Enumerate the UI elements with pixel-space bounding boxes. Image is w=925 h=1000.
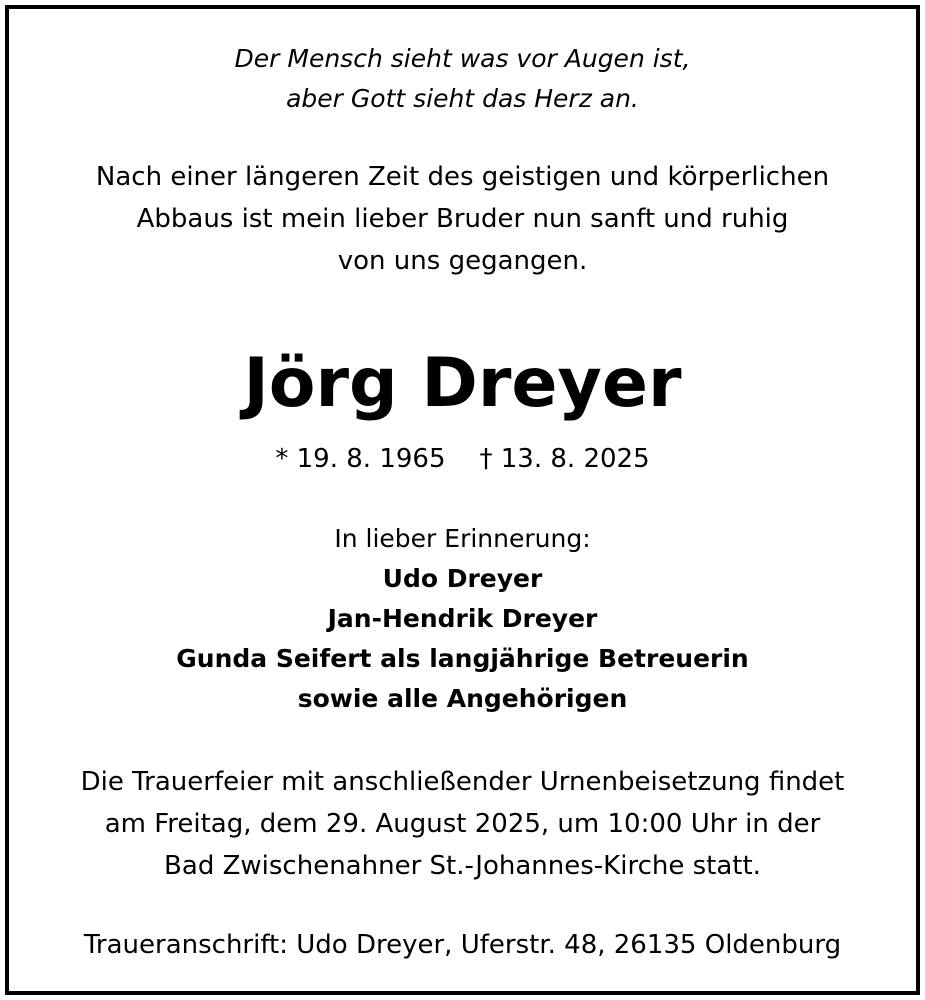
mourner-name: sowie alle Angehörigen [297,684,628,713]
deceased-name-text: Jörg Dreyer [243,344,682,423]
mourning-address [9,923,916,967]
deceased-name [9,334,916,434]
ceremony-line: Bad Zwischenahner St.-Johannes-Kirche statt. [164,851,761,881]
mourner-name: Jan-Hendrik Dreyer [327,604,598,633]
life-dates [9,437,916,481]
ceremony-line: Die Trauerfeier mit anschließender Urnenbeisetzung findet [80,767,845,797]
death-date: † 13. 8. 2025 [479,444,650,474]
mourner-name: Gunda Seifert als langjährige Betreuerin [176,644,749,673]
address-text: Traueranschrift: Udo Dreyer, Uferstr. 48, 26135 Oldenburg [83,930,842,960]
intro-line: Abbaus ist mein lieber Bruder nun sanft und ruhig [136,204,789,234]
quote-line: aber Gott sieht das Herz an. [286,84,639,113]
birth-date: * 19. 8. 1965 [275,444,446,474]
intro-line: von uns gegangen. [337,246,588,276]
bible-quote [9,39,916,119]
ceremony-info [9,761,916,887]
intro-text [9,156,916,282]
mourner-name: Udo Dreyer [382,564,543,593]
mourners-heading: In lieber Erinnerung: [334,524,591,553]
mourners-list [9,519,916,719]
obituary-notice [5,5,920,995]
quote-line: Der Mensch sieht was vor Augen ist, [234,44,691,73]
ceremony-line: am Freitag, dem 29. August 2025, um 10:00 Uhr in der [104,809,821,839]
intro-line: Nach einer längeren Zeit des geistigen und körperlichen [95,162,830,192]
